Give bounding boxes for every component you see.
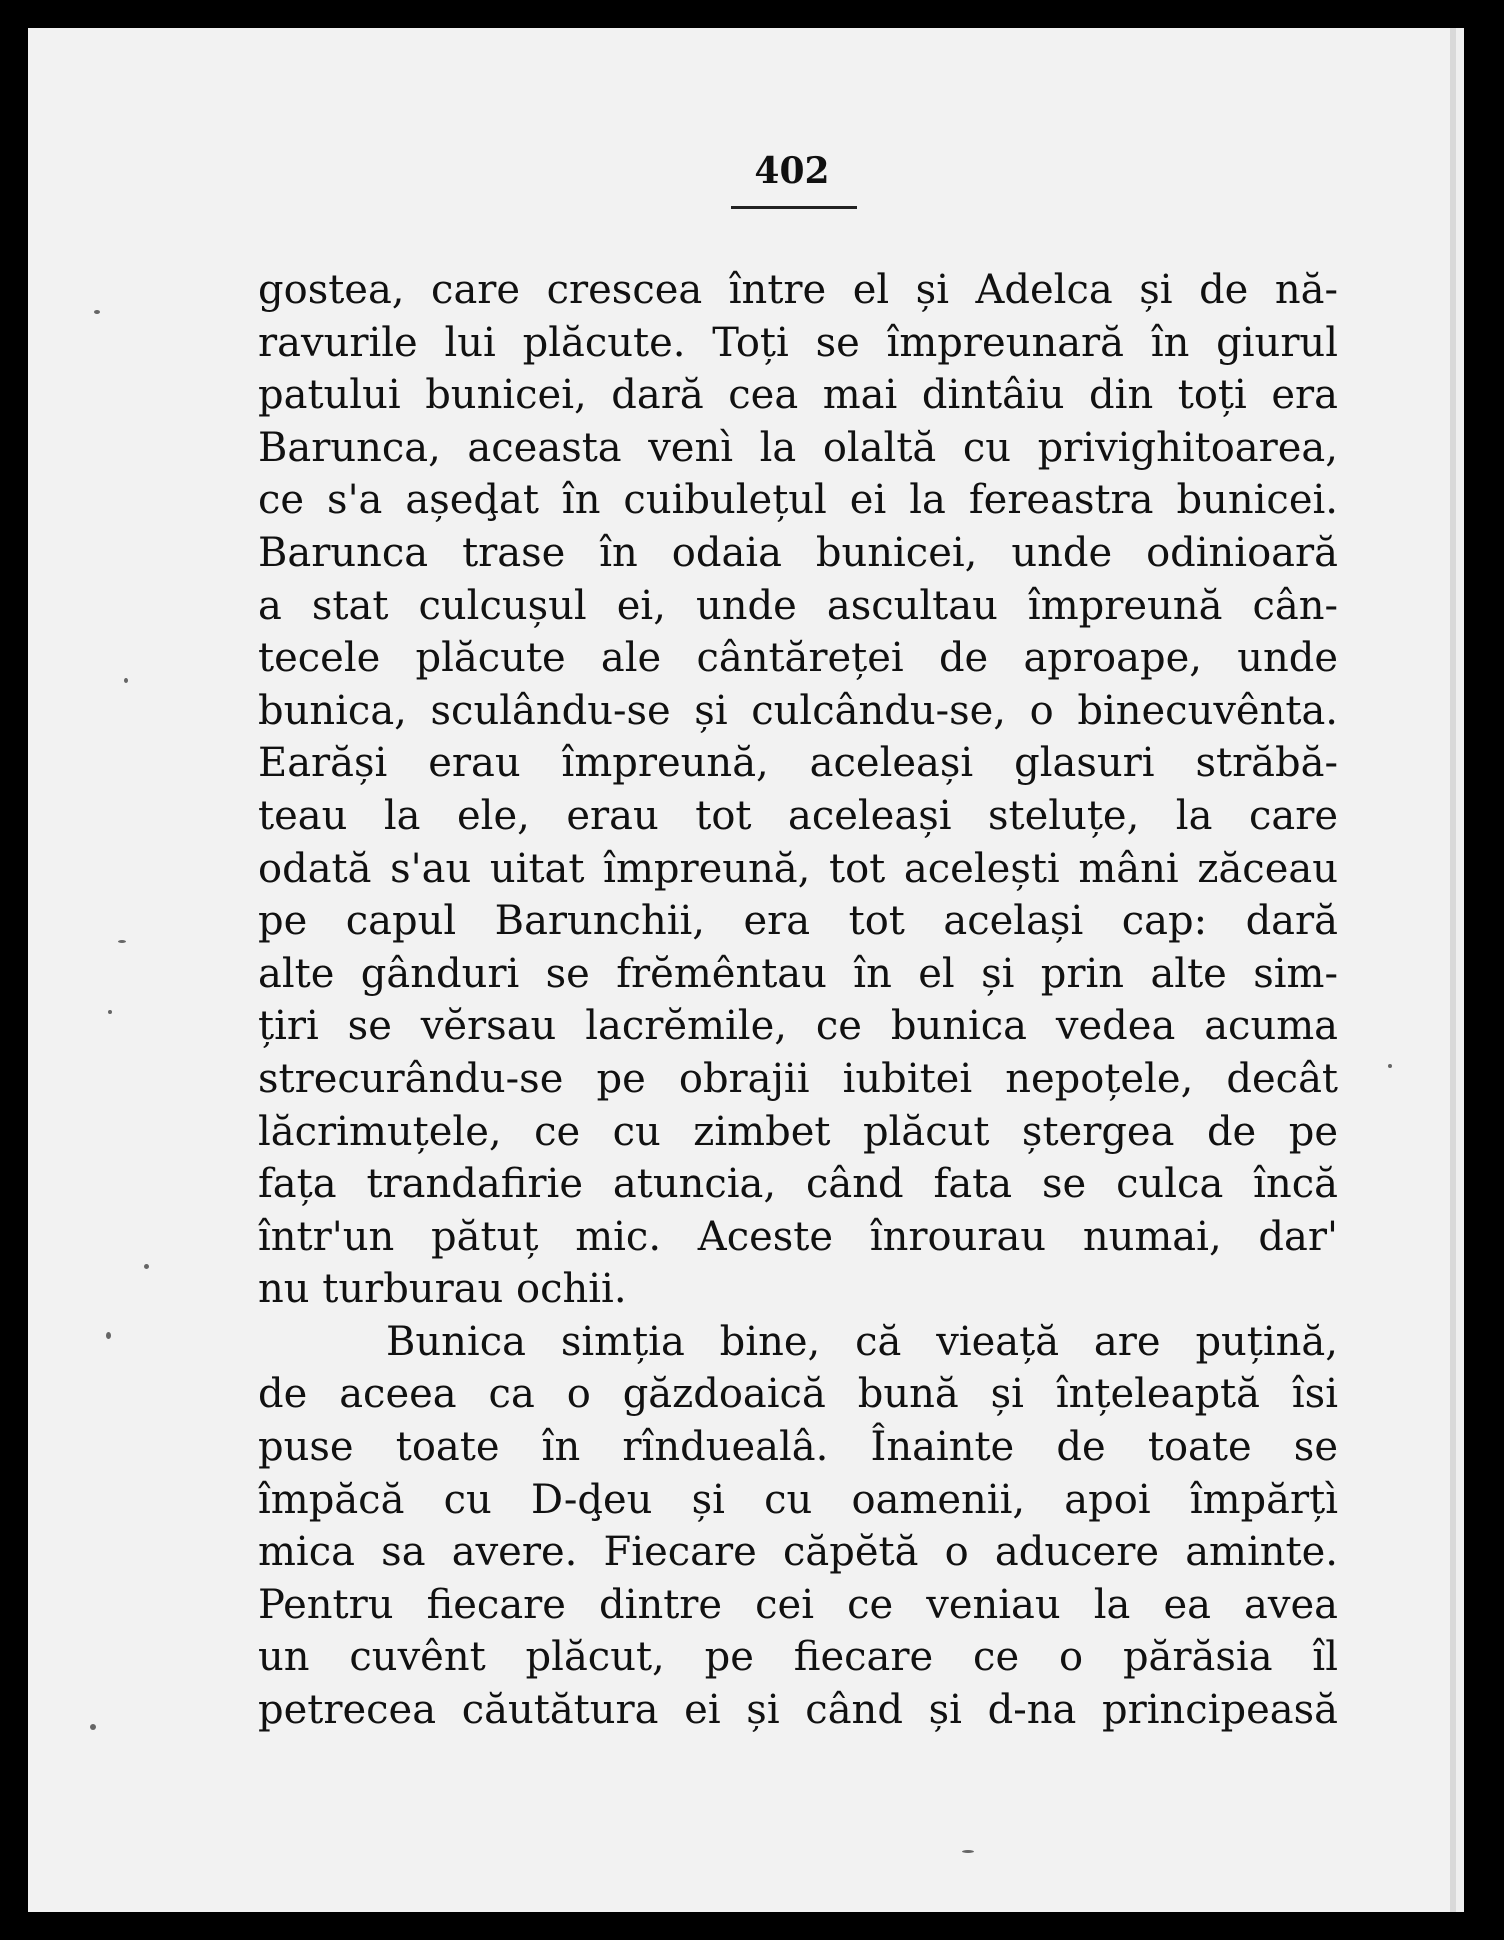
text-line: într'un pătuț mic. Aceste înrourau numai, dar' xyxy=(258,1213,1338,1260)
text-line: alte gânduri se frĕmêntau în el și prin alte sim- xyxy=(258,950,1338,997)
text-line: Bunica simția bine, că vieață are puțină, xyxy=(386,1318,1338,1365)
text-line: petrecea căutătura ei și când și d-na principeasă xyxy=(258,1687,1338,1734)
text-line: fața trandafirie atuncia, când fata se culca încă xyxy=(258,1161,1338,1208)
scan-speck xyxy=(144,1264,149,1269)
text-line: de aceea ca o găzdoaică bună și înțeleaptă îsi xyxy=(258,1371,1338,1418)
text-line: mica sa avere. Fiecare căpĕtă o aducere aminte. xyxy=(258,1529,1338,1576)
scan-speck xyxy=(108,1010,112,1014)
text-line: nu turburau ochii. xyxy=(258,1266,627,1313)
text-line: teau la ele, erau tot aceleași steluțe, la care xyxy=(258,792,1338,839)
scan-speck xyxy=(94,310,100,314)
scan-speck xyxy=(90,1724,96,1730)
scan-speck xyxy=(106,1332,111,1339)
book-page xyxy=(28,28,1456,1912)
body-text xyxy=(258,264,1338,1737)
text-line: Pentru fiecare dintre cei ce veniau la ea avea xyxy=(258,1581,1338,1628)
page-edge xyxy=(1456,28,1464,1912)
page-number-rule xyxy=(731,206,857,209)
text-line: bunica, sculându-se și culcându-se, o binecuvênta. xyxy=(258,687,1338,734)
scan-speck xyxy=(118,940,126,943)
text-line: tecele plăcute ale cântăreței de aproape, unde xyxy=(258,635,1338,682)
text-line: puse toate în rînduealâ. Înainte de toate se xyxy=(258,1424,1338,1471)
text-line: țiri se vĕrsau lacrĕmile, ce bunica vedea acuma xyxy=(258,1003,1338,1050)
text-line: împăcă cu D-ḑeu și cu oamenii, apoi împărțì xyxy=(258,1476,1338,1523)
text-line: lăcrimuțele, ce cu zimbet plăcut ștergea de pe xyxy=(258,1108,1338,1155)
book-spine xyxy=(1464,0,1504,1940)
page-number: 402 xyxy=(754,150,830,192)
text-line: pe capul Barunchii, era tot același cap: dară xyxy=(258,898,1338,945)
text-line: ce s'a așeḑat în cuibulețul ei la fereastra bunicei. xyxy=(258,477,1338,524)
scan-speck xyxy=(1388,1064,1392,1068)
text-line: Earăși erau împreună, aceleași glasuri străbă- xyxy=(258,740,1338,787)
scan-speck xyxy=(962,1850,974,1853)
text-line: gostea, care crescea între el și Adelca și de nă- xyxy=(258,267,1338,313)
text-line: a stat culcușul ei, unde ascultau împreună cân- xyxy=(258,582,1338,629)
scan-speck xyxy=(124,678,128,683)
text-line: ravurile lui plăcute. Toți se împreunară în giurul xyxy=(258,319,1338,366)
text-line: Barunca, aceasta venì la olaltă cu privighitoarea, xyxy=(258,424,1338,471)
text-line: un cuvênt plăcut, pe fiecare ce o părăsia îl xyxy=(258,1634,1338,1681)
text-line: patului bunicei, dară cea mai dintâiu din toți era xyxy=(258,372,1338,419)
text-line: strecurându-se pe obrajii iubitei nepoțele, decât xyxy=(258,1055,1338,1102)
text-line: odată s'au uitat împreună, tot acelești mâni zăceau xyxy=(258,845,1338,892)
text-line: Barunca trase în odaia bunicei, unde odinioară xyxy=(258,529,1338,576)
